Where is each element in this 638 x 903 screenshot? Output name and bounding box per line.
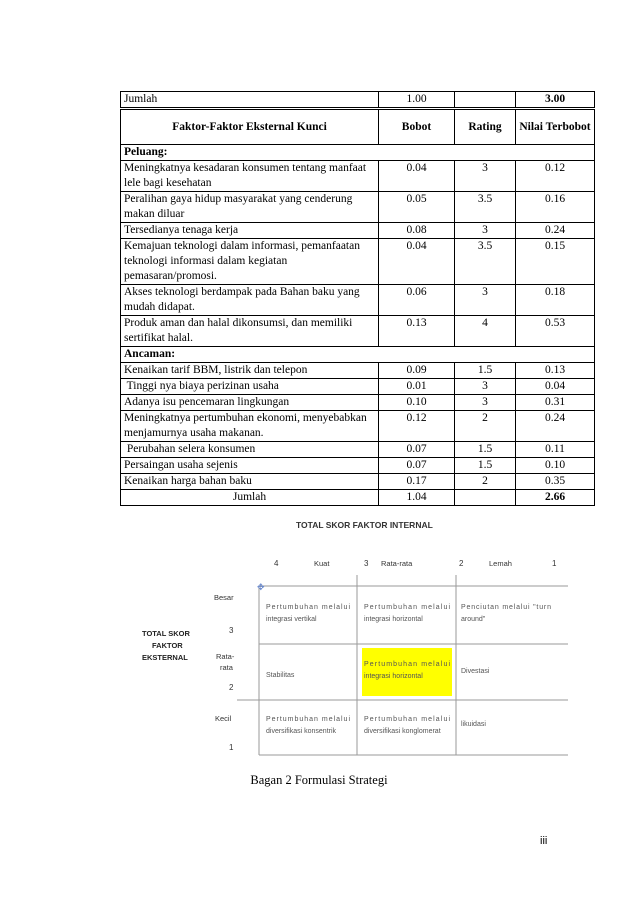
cell-3-line1: Penciutan melalui "turn bbox=[461, 604, 551, 611]
row-bobot: 0.01 bbox=[379, 379, 455, 395]
cell-8-line1: Pertumbuhan melalui bbox=[364, 716, 450, 723]
row-rating: 3 bbox=[455, 379, 516, 395]
row-faktor: Tinggi nya biaya perizinan usaha bbox=[121, 379, 379, 395]
row-faktor: Kemajuan teknologi dalam informasi, pemanfaatan teknologi informasi dalam kegiatan pemasaran/promosi. bbox=[121, 239, 379, 285]
top-scale-4: 4 bbox=[274, 559, 279, 568]
left-scale-1: 1 bbox=[229, 743, 234, 752]
row-rating: 2 bbox=[455, 474, 516, 490]
row-faktor: Meningkatnya pertumbuhan ekonomi, menyebabkan menjamurnya usaha makanan. bbox=[121, 411, 379, 442]
top-scale-1: 1 bbox=[552, 559, 557, 568]
left-title-line2: FAKTOR bbox=[152, 641, 183, 650]
row-nilai: 0.16 bbox=[516, 192, 595, 223]
row-nilai: 0.04 bbox=[516, 379, 595, 395]
row-rating: 3.5 bbox=[455, 192, 516, 223]
cell-8-line2: diversifikasi konglomerat bbox=[364, 728, 441, 735]
peluang-label: Peluang: bbox=[121, 145, 595, 161]
bottom-total-nilai: 2.66 bbox=[516, 490, 595, 506]
cell-6-line1: Divestasi bbox=[461, 668, 490, 675]
top-total-bobot: 1.00 bbox=[379, 92, 455, 109]
row-faktor: Tersedianya tenaga kerja bbox=[121, 223, 379, 239]
top-scale-2: 2 bbox=[459, 559, 464, 568]
row-rating: 3 bbox=[455, 395, 516, 411]
row-faktor: Persaingan usaha sejenis bbox=[121, 458, 379, 474]
top-scale-3: 3 bbox=[364, 559, 369, 568]
row-bobot: 0.07 bbox=[379, 442, 455, 458]
left-scale-3: 3 bbox=[229, 626, 234, 635]
bottom-total-bobot: 1.04 bbox=[379, 490, 455, 506]
row-rating: 1.5 bbox=[455, 363, 516, 379]
row-rating: 3 bbox=[455, 223, 516, 239]
ancaman-label: Ancaman: bbox=[121, 347, 595, 363]
cell-1-line1: Pertumbuhan melalui bbox=[266, 604, 350, 611]
row-nilai: 0.13 bbox=[516, 363, 595, 379]
cell-5-line1: Pertumbuhan melalui bbox=[364, 661, 450, 668]
left-scale-rata-1: Rata- bbox=[216, 652, 235, 661]
row-bobot: 0.07 bbox=[379, 458, 455, 474]
row-rating: 3 bbox=[455, 161, 516, 192]
row-rating: 3.5 bbox=[455, 239, 516, 285]
left-title-line1: TOTAL SKOR bbox=[142, 629, 190, 638]
row-bobot: 0.17 bbox=[379, 474, 455, 490]
left-scale-besar: Besar bbox=[214, 593, 234, 602]
row-rating: 1.5 bbox=[455, 442, 516, 458]
row-faktor: Akses teknologi berdampak pada Bahan baku yang mudah didapat. bbox=[121, 285, 379, 316]
row-nilai: 0.12 bbox=[516, 161, 595, 192]
left-scale-rata-2: rata bbox=[220, 663, 233, 672]
row-nilai: 0.15 bbox=[516, 239, 595, 285]
row-bobot: 0.12 bbox=[379, 411, 455, 442]
cell-9-line1: likuidasi bbox=[461, 721, 486, 728]
row-faktor: Perubahan selera konsumen bbox=[121, 442, 379, 458]
row-faktor: Meningkatnya kesadaran konsumen tentang manfaat lele bagi kesehatan bbox=[121, 161, 379, 192]
cell-2-line2: integrasi horizontal bbox=[364, 616, 423, 623]
row-nilai: 0.18 bbox=[516, 285, 595, 316]
cell-7-line1: Pertumbuhan melalui bbox=[266, 716, 350, 723]
highlight-cell bbox=[362, 648, 452, 696]
cell-2-line1: Pertumbuhan melalui bbox=[364, 604, 450, 611]
row-rating: 1.5 bbox=[455, 458, 516, 474]
cell-3-line2: around" bbox=[461, 616, 486, 623]
row-faktor: Kenaikan tarif BBM, listrik dan telepon bbox=[121, 363, 379, 379]
row-bobot: 0.04 bbox=[379, 239, 455, 285]
left-title-line3: EKSTERNAL bbox=[142, 653, 188, 662]
figure-caption: Bagan 2 Formulasi Strategi bbox=[250, 773, 388, 787]
cell-1-line2: integrasi vertikal bbox=[266, 616, 317, 623]
row-bobot: 0.09 bbox=[379, 363, 455, 379]
top-scale-rata-rata: Rata-rata bbox=[381, 559, 413, 568]
row-bobot: 0.08 bbox=[379, 223, 455, 239]
row-nilai: 0.31 bbox=[516, 395, 595, 411]
row-rating: 2 bbox=[455, 411, 516, 442]
row-bobot: 0.06 bbox=[379, 285, 455, 316]
header-nilai: Nilai Terbobot bbox=[516, 109, 595, 145]
row-nilai: 0.11 bbox=[516, 442, 595, 458]
row-faktor: Kenaikan harga bahan baku bbox=[121, 474, 379, 490]
top-scale-kuat: Kuat bbox=[314, 559, 330, 568]
header-faktor: Faktor-Faktor Eksternal Kunci bbox=[121, 109, 379, 145]
top-total-nilai: 3.00 bbox=[516, 92, 595, 109]
top-total-label: Jumlah bbox=[121, 92, 379, 109]
row-faktor: Produk aman dan halal dikonsumsi, dan memiliki sertifikat halal. bbox=[121, 316, 379, 347]
row-faktor: Peralihan gaya hidup masyarakat yang cenderung makan diluar bbox=[121, 192, 379, 223]
row-faktor: Adanya isu pencemaran lingkungan bbox=[121, 395, 379, 411]
row-nilai: 0.35 bbox=[516, 474, 595, 490]
row-rating: 4 bbox=[455, 316, 516, 347]
cell-4-line1: Stabilitas bbox=[266, 672, 295, 679]
header-rating: Rating bbox=[455, 109, 516, 145]
row-nilai: 0.10 bbox=[516, 458, 595, 474]
left-scale-kecil: Kecil bbox=[215, 714, 232, 723]
ie-title: TOTAL SKOR FAKTOR INTERNAL bbox=[296, 520, 433, 530]
top-scale-lemah: Lemah bbox=[489, 559, 512, 568]
row-bobot: 0.05 bbox=[379, 192, 455, 223]
bottom-total-label: Jumlah bbox=[121, 490, 379, 506]
row-rating: 3 bbox=[455, 285, 516, 316]
row-nilai: 0.24 bbox=[516, 411, 595, 442]
left-scale-2: 2 bbox=[229, 683, 234, 692]
header-bobot: Bobot bbox=[379, 109, 455, 145]
page-number: iii bbox=[540, 835, 548, 847]
cell-5-line2: integrasi horizontal bbox=[364, 673, 423, 680]
row-bobot: 0.04 bbox=[379, 161, 455, 192]
row-nilai: 0.24 bbox=[516, 223, 595, 239]
row-bobot: 0.13 bbox=[379, 316, 455, 347]
move-handle-icon: ✥ bbox=[257, 582, 265, 592]
row-nilai: 0.53 bbox=[516, 316, 595, 347]
cell-7-line2: diversifikasi konsentrik bbox=[266, 728, 337, 735]
row-bobot: 0.10 bbox=[379, 395, 455, 411]
